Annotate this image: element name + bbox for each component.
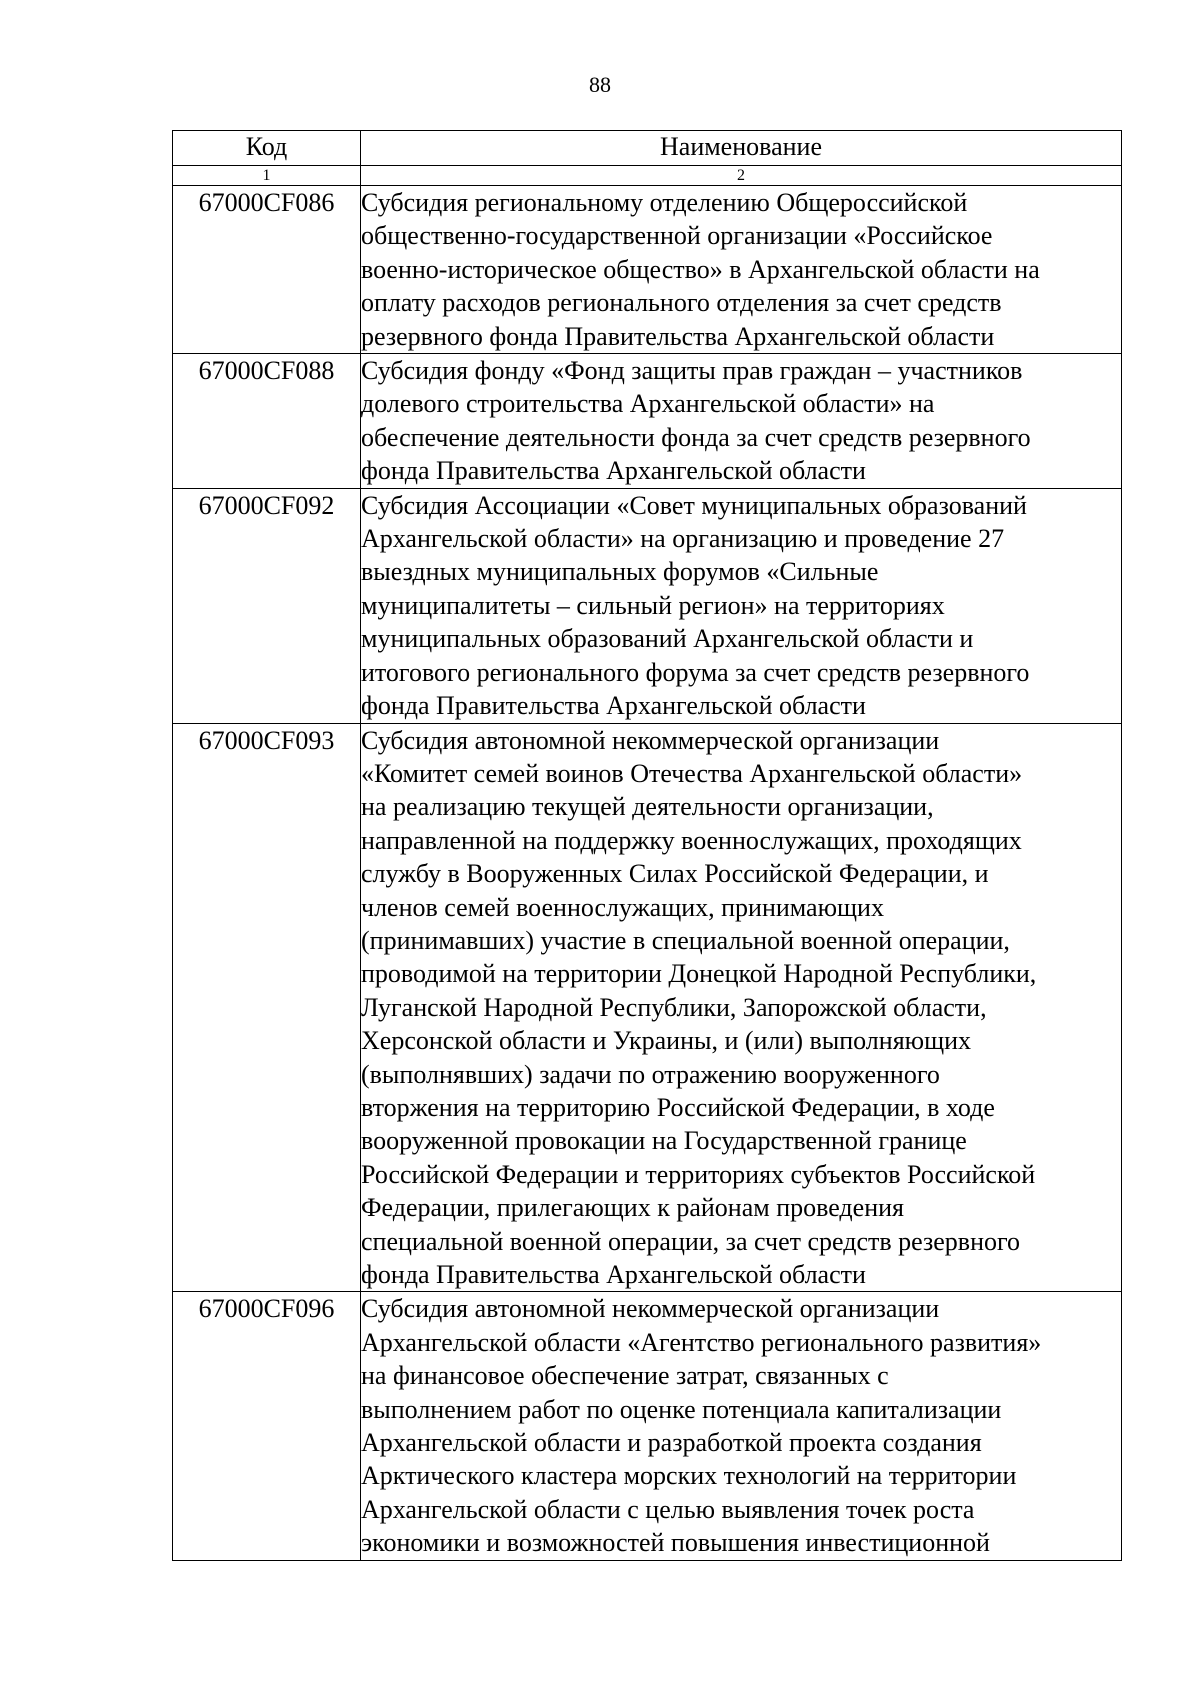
row-name-line: вооруженной провокации на Государственной границе [361,1126,967,1156]
table-row [173,723,1122,1292]
row-code: 67000CF093 [173,723,361,1292]
table-header-row [173,131,1122,166]
row-name-line: специальной военной операции, за счет средств резервного [361,1226,1021,1256]
row-name-line: Российской Федерации и территориях субъектов Российской [361,1159,1036,1189]
row-name-line: (принимавших) участие в специальной военной операции, [361,925,1010,955]
row-name-line: членов семей военнослужащих, принимающих [361,892,884,922]
row-code: 67000CF092 [173,488,361,723]
row-name-line: Архангельской области и разработкой проекта создания [361,1428,982,1458]
column-header-code: Код [173,131,361,166]
column-number-2: 2 [361,166,1122,186]
row-code: 67000CF096 [173,1292,361,1560]
row-name-line: фонда Правительства Архангельской области [361,691,866,721]
row-name [361,354,1122,489]
row-name-line: направленной на поддержку военнослужащих, проходящих [361,825,1022,855]
table-row [173,354,1122,489]
row-name-line: Луганской Народной Республики, Запорожской области, [361,992,987,1022]
row-name-line: «Комитет семей воинов Отечества Архангельской области» [361,758,1023,788]
row-name-line: муниципальных образований Архангельской области и [361,624,974,654]
table-row [173,1292,1122,1560]
row-name-line: выездных муниципальных форумов «Сильные [361,557,879,587]
row-name-line: общественно-государственной организации «Российское [361,221,993,251]
row-code: 67000CF086 [173,186,361,354]
row-name-line: выполнением работ по оценке потенциала капитализации [361,1394,1002,1424]
row-name-line: резервного фонда Правительства Архангельской области [361,321,995,351]
row-name-line: итогового регионального форума за счет средств резервного [361,657,1030,687]
row-name-line: экономики и возможностей повышения инвестиционной [361,1528,990,1558]
row-name-line: Субсидия Ассоциации «Совет муниципальных образований [361,490,1027,520]
row-name-line: Субсидия региональному отделению Общероссийской [361,188,968,217]
table-row [173,488,1122,723]
row-name [361,186,1122,354]
row-name-line: фонда Правительства Архангельской области [361,456,866,486]
column-number-1: 1 [173,166,361,186]
row-name-line: Субсидия фонду «Фонд защиты прав граждан – участников [361,356,1023,386]
row-name-line: фонда Правительства Архангельской области [361,1260,866,1289]
row-name-line: Архангельской области с целью выявления точек роста [361,1494,975,1524]
row-name-line: на реализацию текущей деятельности организации, [361,792,934,822]
budget-codes-table [172,130,1122,1561]
row-name-line: Херсонской области и Украины, и (или) выполняющих [361,1026,972,1056]
row-name-line: Архангельской области» на организацию и проведение 27 [361,524,1005,554]
row-name-line: на финансовое обеспечение затрат, связанных с [361,1361,889,1391]
column-number-row [173,166,1122,186]
column-header-name: Наименование [361,131,1122,166]
row-name-line: (выполнявших) задачи по отражению вооруженного [361,1059,940,1089]
row-name [361,723,1122,1292]
table-body [173,186,1122,1561]
row-name-line: обеспечение деятельности фонда за счет средств резервного [361,422,1031,452]
row-name-line: службу в Вооруженных Силах Российской Федерации, и [361,859,989,889]
row-name-line: Субсидия автономной некоммерческой организации [361,725,940,755]
row-name-line: вторжения на территорию Российской Федерации, в ходе [361,1092,995,1122]
row-name-line: долевого строительства Архангельской области» на [361,389,935,419]
table-row [173,186,1122,354]
row-name-line: Субсидия автономной некоммерческой организации [361,1294,940,1324]
row-name-line: Архангельской области «Агентство регионального развития» [361,1327,1042,1357]
row-name-line: проводимой на территории Донецкой Народной Республики, [361,959,1037,989]
row-name-line: оплату расходов регионального отделения за счет средств [361,288,1002,318]
row-name [361,488,1122,723]
row-name-line: Арктического кластера морских технологий на территории [361,1461,1017,1491]
row-name-line: Федерации, прилегающих к районам проведения [361,1193,904,1223]
row-name-line: муниципалитеты – сильный регион» на территориях [361,590,945,620]
page-number: 88 [589,72,611,97]
row-code: 67000CF088 [173,354,361,489]
row-name-line: военно-историческое общество» в Архангельской области на [361,254,1040,284]
row-name [361,1292,1122,1560]
